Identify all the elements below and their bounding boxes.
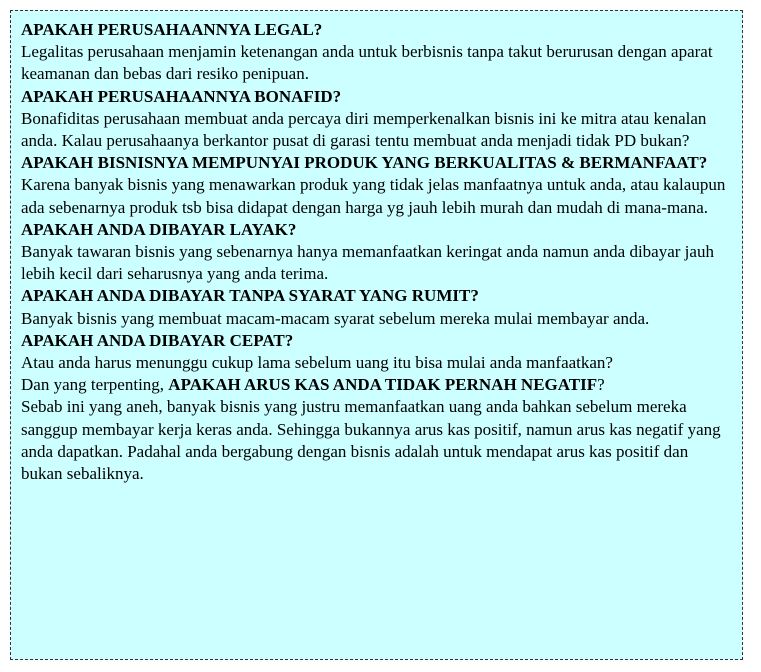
section-body-tanpa-syarat: Banyak bisnis yang membuat macam-macam syarat sebelum mereka mulai membayar anda.	[21, 308, 650, 328]
section-heading-dibayar-cepat: APAKAH ANDA DIBAYAR CEPAT?	[21, 330, 294, 350]
section-body-legal: Legalitas perusahaan menjamin ketenangan anda untuk berbisnis tanpa takut berurusan dengan aparat keamanan dan bebas dari resiko penipuan.	[21, 42, 713, 84]
final-question-mark: ?	[597, 375, 605, 395]
section-heading-legal: APAKAH PERUSAHAANNYA LEGAL?	[21, 20, 323, 39]
final-body: Sebab ini yang aneh, banyak bisnis yang justru memanfaatkan uang anda bahkan sebelum mereka sanggup membayar kerja keras anda. Sehingga bukannya arus kas positif, namun arus kas negatif yang anda dapatkan. Padahal anda bergabung dengan bisnis adalah untuk mendapat arus kas positif dan bukan sebaliknya.	[21, 397, 721, 484]
section-body-dibayar-cepat: Atau anda harus menunggu cukup lama sebelum uang itu bisa mulai anda manfaatkan?	[21, 353, 613, 373]
section-heading-bonafid: APAKAH PERUSAHAANNYA BONAFID?	[21, 86, 342, 106]
final-intro: Dan yang terpenting,	[21, 375, 169, 395]
section-heading-tanpa-syarat: APAKAH ANDA DIBAYAR TANPA SYARAT YANG RUMIT?	[21, 286, 479, 306]
final-emphasis: APAKAH ARUS KAS ANDA TIDAK PERNAH NEGATIF	[168, 375, 598, 395]
info-panel	[10, 10, 743, 660]
section-heading-produk: APAKAH BISNISNYA MEMPUNYAI PRODUK YANG BERKUALITAS & BERMANFAAT?	[21, 153, 708, 173]
section-heading-dibayar-layak: APAKAH ANDA DIBAYAR LAYAK?	[21, 219, 297, 239]
section-body-dibayar-layak: Banyak tawaran bisnis yang sebenarnya hanya memanfaatkan keringat anda namun anda dibayar jauh lebih kecil dari seharusnya yang anda terima.	[21, 242, 714, 284]
final-question	[21, 374, 732, 396]
section-body-bonafid: Bonafiditas perusahaan membuat anda percaya diri memperkenalkan bisnis ini ke mitra atau kenalan anda. Kalau perusahaanya berkantor pusat di garasi tentu membuat anda menjadi tidak PD bukan?	[21, 108, 707, 151]
section-body-produk: Karena banyak bisnis yang menawarkan produk yang tidak jelas manfaatnya untuk anda, atau kalaupun ada sebenarnya produk tsb bisa didapat dengan harga yg jauh lebih murah dan mudah di mana-mana.	[21, 175, 726, 217]
